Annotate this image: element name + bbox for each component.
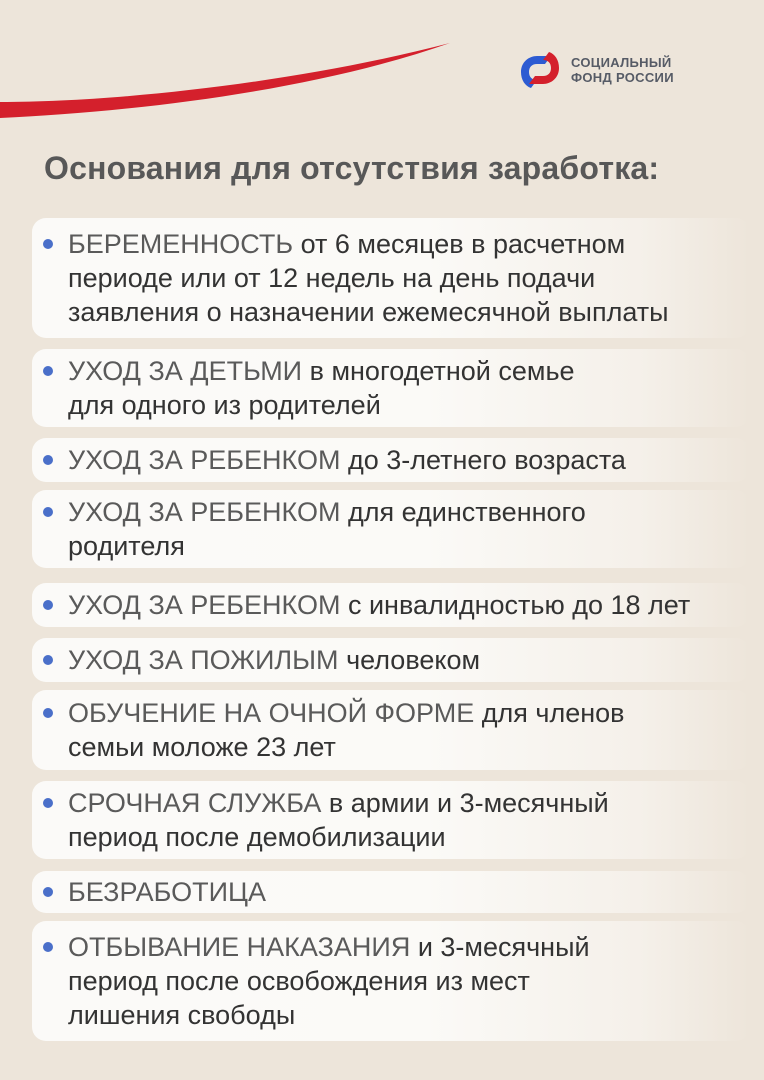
reason-line — [68, 696, 750, 730]
reason-description: для одного из родителей — [68, 390, 381, 420]
reason-description: с инвалидностью до 18 лет — [347, 590, 691, 620]
logo-line-1: СОЦИАЛЬНЫЙ — [571, 55, 672, 70]
reason-keyword: ОТБЫВАНИЕ НАКАЗАНИЯ — [68, 932, 411, 962]
reason-card — [32, 871, 750, 913]
reason-line — [68, 964, 750, 998]
reason-line — [68, 529, 750, 563]
reason-description: заявления о назначении ежемесячной выплаты — [68, 297, 669, 327]
reason-card — [32, 921, 750, 1041]
reason-keyword: УХОД ЗА ПОЖИЛЫМ — [68, 645, 339, 675]
reason-line — [68, 354, 750, 388]
reason-card — [32, 438, 750, 482]
reason-keyword: БЕРЕМЕННОСТЬ — [68, 229, 294, 259]
reason-description: период после освобождения из мест — [68, 966, 530, 996]
bullet-dot-icon — [43, 455, 53, 465]
reason-description: период после демобилизации — [68, 822, 446, 852]
reason-keyword: ОБУЧЕНИЕ НА ОЧНОЙ ФОРМЕ — [68, 698, 475, 728]
logo-line-2: ФОНД РОССИИ — [571, 70, 674, 85]
reason-card — [32, 218, 750, 338]
bullet-dot-icon — [43, 507, 53, 517]
reason-line — [68, 643, 750, 677]
reason-keyword: УХОД ЗА РЕБЕНКОМ — [68, 497, 341, 527]
reason-description: для единственного — [347, 497, 586, 527]
reason-description: лишения свободы — [68, 1000, 296, 1030]
bullet-dot-icon — [43, 600, 53, 610]
reason-line — [68, 495, 750, 529]
reason-line — [68, 588, 750, 622]
reason-line — [68, 875, 750, 909]
reason-keyword: УХОД ЗА РЕБЕНКОМ — [68, 445, 341, 475]
bullet-dot-icon — [43, 887, 53, 897]
logo-text — [571, 55, 674, 85]
reason-line — [68, 998, 750, 1032]
bullet-dot-icon — [43, 366, 53, 376]
reason-description: в многодетной семье — [309, 356, 575, 386]
reason-card — [32, 490, 750, 568]
reason-line — [68, 295, 750, 329]
reason-line — [68, 388, 750, 422]
reason-keyword: СРОЧНАЯ СЛУЖБА — [68, 788, 322, 818]
reason-card — [32, 690, 750, 770]
reason-description: родителя — [68, 531, 185, 561]
reason-card — [32, 583, 750, 627]
reason-description: для членов — [481, 698, 625, 728]
reason-line — [68, 786, 750, 820]
reason-description: в армии и 3-месячный — [328, 788, 609, 818]
reason-description: человеком — [346, 645, 481, 675]
reason-line — [68, 227, 750, 261]
reason-line — [68, 930, 750, 964]
reason-card — [32, 638, 750, 682]
sfr-logo-icon — [517, 50, 563, 90]
reason-card — [32, 781, 750, 859]
reason-description: периоде или от 12 недель на день подачи — [68, 263, 596, 293]
sfr-logo — [517, 50, 674, 90]
reason-keyword: УХОД ЗА ДЕТЬМИ — [68, 356, 303, 386]
reason-card — [32, 349, 750, 427]
bullet-dot-icon — [43, 239, 53, 249]
reason-description: и 3-месячный — [417, 932, 590, 962]
reason-description: от 6 месяцев в расчетном — [300, 229, 626, 259]
reason-keyword: БЕЗРАБОТИЦА — [68, 877, 266, 907]
bullet-dot-icon — [43, 798, 53, 808]
reason-line — [68, 820, 750, 854]
bullet-dot-icon — [43, 708, 53, 718]
reason-line — [68, 443, 750, 477]
reason-description: до 3-летнего возраста — [347, 445, 626, 475]
reason-line — [68, 730, 750, 764]
reason-line — [68, 261, 750, 295]
page-heading: Основания для отсутствия заработка: — [44, 150, 660, 186]
bullet-dot-icon — [43, 655, 53, 665]
bullet-dot-icon — [43, 942, 53, 952]
reason-keyword: УХОД ЗА РЕБЕНКОМ — [68, 590, 341, 620]
reason-description: семьи моложе 23 лет — [68, 732, 336, 762]
